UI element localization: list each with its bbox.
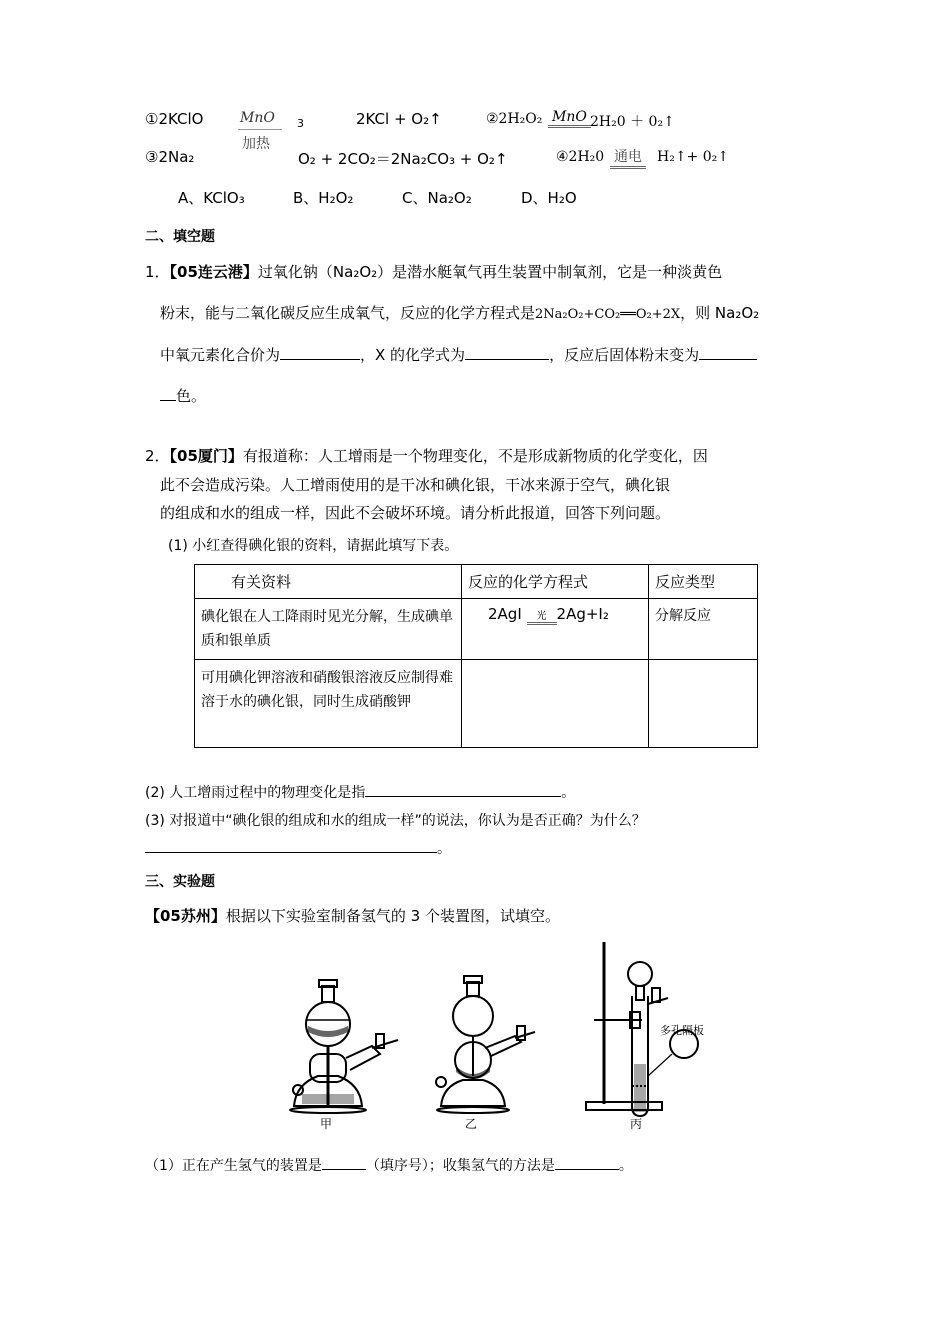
q1-text-2a: 粉末，能与二氧化碳反应生成氧气，反应的化学方程式是	[160, 304, 536, 322]
apparatus-yi	[436, 976, 535, 1113]
table-cell-info-2: 可用碘化钾溶液和硝酸银溶液反应制得难溶于水的碘化银，同时生成硝酸钾	[195, 660, 462, 748]
q1-text-3a: 中氧元素化合价为	[160, 346, 281, 364]
option-a: A、KClO₃	[178, 189, 245, 207]
reaction-4-condition: 通电	[610, 146, 646, 169]
q3-sub1-text-a: （1）正在产生氢气的装置是	[145, 1158, 322, 1174]
table-cell-equation-2[interactable]	[462, 660, 649, 748]
section-title-fill-in: 二、填空题	[145, 229, 215, 245]
equation-condition: 光	[527, 607, 557, 625]
q2-sub2-end: 。	[561, 785, 576, 801]
table-row	[195, 599, 758, 660]
q1-source: 【05连云港】	[169, 263, 258, 281]
q2-sub3: (3) 对报道中“碘化银的组成和水的组成一样”的说法，你认为是否正确？为什么？	[145, 813, 646, 829]
reaction-1-arrow-line	[238, 129, 282, 130]
q1-line1	[145, 261, 722, 282]
q1-line4	[160, 385, 206, 406]
section-title-experiment: 三、实验题	[145, 874, 215, 890]
option-b: B、H₂O₂	[293, 189, 354, 207]
equation-right: 2Ag+I₂	[556, 605, 609, 623]
q3-source: 【05苏州】	[145, 907, 226, 925]
silver-iodide-table	[194, 564, 758, 748]
reaction-1-catalyst: MnO	[240, 110, 275, 126]
q1-number: 1．	[145, 263, 170, 281]
q1-text-1: 过氧化钠（Na₂O₂）是潜水艇氧气再生装置中制氧剂，它是一种淡黄色	[257, 263, 723, 281]
q3-sub1	[145, 1155, 633, 1175]
option-c: C、Na₂O₂	[402, 189, 472, 207]
liquid-bing	[634, 1064, 646, 1112]
q2-sub3-answer	[145, 838, 451, 858]
label-jia: 甲	[320, 1117, 333, 1131]
q1-line3	[160, 344, 757, 365]
table-cell-info-1: 碘化银在人工降雨时见光分解，生成碘单质和银单质	[195, 599, 462, 660]
table-row	[195, 660, 758, 748]
reaction-3-reactant: ③2Na₂	[145, 148, 195, 166]
table-cell-equation-1	[462, 599, 649, 660]
q3-sub1-text-c: 。	[618, 1158, 633, 1174]
reaction-1-subscript: 3	[297, 117, 304, 130]
reaction-2-catalyst: MnO	[548, 109, 591, 128]
q1-blank-valence[interactable]	[280, 345, 360, 360]
hydrogen-apparatus-figure	[280, 936, 730, 1132]
reaction-3-product: O₂ + 2CO₂＝2Na₂CO₃ + O₂↑	[298, 150, 508, 168]
q2-blank-reason[interactable]	[145, 838, 437, 853]
q1-formula: 2Na₂O₂+CO₂══O₂+2X	[535, 307, 681, 322]
q3-blank-collect-method[interactable]	[555, 1155, 619, 1170]
reaction-2-product: 2H₂0 ＋ 0₂↑	[590, 114, 675, 130]
apparatus-jia	[290, 980, 398, 1113]
q3-intro-text: 根据以下实验室制备氢气的 3 个装置图，试填空。	[225, 907, 560, 925]
reaction-2-reactant: ②2H₂O₂	[486, 111, 543, 127]
reaction-1	[145, 110, 203, 128]
q1-text-4: 色。	[176, 387, 207, 405]
q2-text-1: 有报道称：人工增雨是一个物理变化，不是形成新物质的化学变化，因	[242, 447, 708, 465]
q1-blank-x-formula[interactable]	[465, 345, 549, 360]
reaction-1-condition: 加热	[242, 136, 270, 152]
table-cell-type-2[interactable]	[649, 660, 758, 748]
q2-source: 【05厦门】	[169, 447, 243, 465]
q1-blank-color-part1[interactable]	[699, 345, 757, 360]
q2-sub2-text: (2) 人工增雨过程中的物理变化是指	[145, 785, 366, 801]
option-d: D、H₂O	[521, 189, 577, 207]
q2-sub2	[145, 782, 575, 802]
q3-sub1-text-b: （填序号）；收集氢气的方法是	[365, 1158, 555, 1174]
q2-sub1: (1) 小红查得碘化银的资料，请据此填写下表。	[168, 538, 459, 554]
q3-blank-device[interactable]	[322, 1155, 366, 1170]
reaction-1-product: 2KCl + O₂↑	[356, 110, 442, 128]
reaction-4-product: H₂↑+ 0₂↑	[657, 149, 729, 165]
table-header-info: 有关资料	[195, 565, 462, 599]
label-yi: 乙	[465, 1117, 478, 1131]
q2-line3: 的组成和水的组成一样，因此不会破坏环境。请分析此报道，回答下列问题。	[160, 504, 671, 522]
equation-left: 2AgI	[488, 605, 522, 623]
table-header-row	[195, 565, 758, 599]
table-header-type: 反应类型	[649, 565, 758, 599]
q2-number: 2．	[145, 447, 170, 465]
label-porous-plate: 多孔隔板	[660, 1024, 704, 1037]
label-bing: 丙	[630, 1117, 643, 1131]
reaction-4-reactant: ④2H₂0	[556, 149, 605, 165]
q2-line1	[145, 445, 708, 466]
q2-blank-physical-change[interactable]	[365, 782, 561, 797]
reaction-1-reactant: ①2KClO	[145, 110, 204, 128]
q2-sub3-end: 。	[437, 841, 451, 857]
q1-text-3b: ，X 的化学式为	[360, 346, 466, 364]
table-cell-type-1: 分解反应	[649, 599, 758, 660]
table-header-equation: 反应的化学方程式	[462, 565, 649, 599]
q2-line2: 此不会造成污染。人工增雨使用的是干冰和碘化银，干冰来源于空气，碘化银	[160, 476, 671, 494]
q1-text-2b: ，则 Na₂O₂	[680, 304, 760, 322]
q1-line2	[160, 302, 759, 323]
q1-blank-color-part2[interactable]	[160, 386, 176, 401]
q1-text-3c: ，反应后固体粉末变为	[549, 346, 700, 364]
q3-intro	[145, 905, 560, 926]
